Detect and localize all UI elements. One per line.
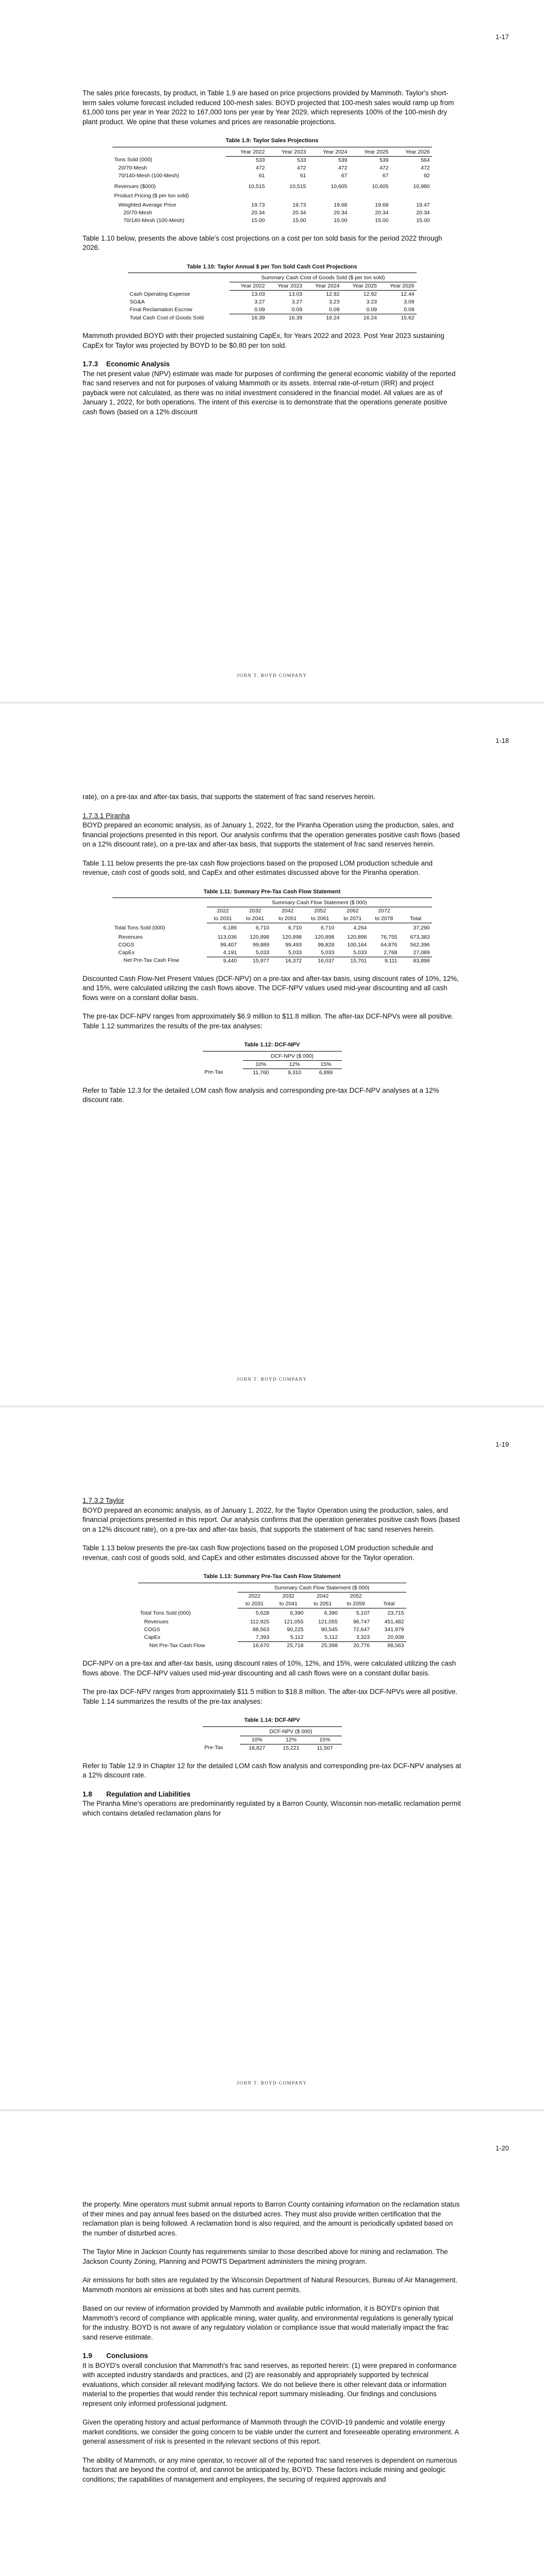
column-header: to 2031 xyxy=(238,1600,271,1608)
paragraph: The pre-tax DCF-NPV ranges from approximately $6.9 million to $11.8 million. The after-tax DCF-NPVs were all positive. Table 1.12 summarizes the results of the pre-tax analyses: xyxy=(83,1012,454,1030)
table-row xyxy=(128,314,417,323)
table-cell: 20.34 xyxy=(375,209,389,216)
table-row xyxy=(112,923,432,934)
table-cell: 7,393 xyxy=(238,1634,271,1642)
rate-header: 15% xyxy=(308,1736,342,1744)
table-cell: 67 xyxy=(382,172,389,179)
table-cell: 3.27 xyxy=(291,299,303,305)
table-cell xyxy=(350,191,391,201)
table-group-header: DCF-NPV ($ 000) xyxy=(243,1053,342,1061)
table-cell: 20.34 xyxy=(334,209,348,216)
table-row xyxy=(128,306,417,314)
cash-cost-table xyxy=(128,274,417,322)
table-cell: 5,033 xyxy=(304,949,336,957)
page-footer: JOHN T. BOYD COMPANY xyxy=(237,673,307,678)
table-1-10 xyxy=(128,262,417,323)
table-cell: 120,898 xyxy=(315,934,335,940)
row-label: Product Pricing ($ per ton sold) xyxy=(114,193,189,199)
column-header: 2062 xyxy=(347,908,359,914)
dcf-npv-table xyxy=(203,1053,342,1077)
row-label: Pre-Tax xyxy=(204,1744,223,1751)
table-row xyxy=(112,217,432,225)
table-cell: 6,710 xyxy=(288,925,302,931)
column-header xyxy=(372,1592,406,1600)
table-cell: 20.34 xyxy=(416,209,430,216)
table-cell: 83,898 xyxy=(413,957,430,964)
column-header: to 2071 xyxy=(336,915,369,923)
section-heading-1-9: 1.9 Conclusions xyxy=(83,2352,149,2360)
table-row xyxy=(138,1634,406,1642)
table-cell: 16.39 xyxy=(288,315,303,321)
table-row xyxy=(138,1618,406,1626)
table-cell: 6,899 xyxy=(319,1069,333,1076)
table-cell: 0.09 xyxy=(342,306,379,314)
row-label: COGS xyxy=(144,1626,160,1633)
paragraph: The Taylor Mine in Jackson County has requirements similar to those described above for mining and reclamation. The Jackson County Zoning, Planning and POWTS Department administers the mining program. xyxy=(83,2248,448,2265)
table-cell: 61 xyxy=(300,172,306,179)
rate-header: 10% xyxy=(243,1060,279,1069)
table-row xyxy=(112,949,432,957)
paragraph: BOYD prepared an economic analysis, as of January 1, 2022, for the Piranha Operation using the production, sales, and financial projections presented in this report. Our analysis confirms that the operation generates positive cash flows (based on a 12% discount rate), on a pre-tax and after-tax basis, that supports the statement of frac sand reserves herein. xyxy=(83,821,460,848)
table-cell: 3.23 xyxy=(329,299,340,305)
table-row xyxy=(138,1608,406,1618)
table-cell: 451,482 xyxy=(384,1619,404,1625)
table-cell: 90,545 xyxy=(321,1626,338,1633)
row-label: Revenues ($000) xyxy=(114,183,156,190)
paragraph: BOYD prepared an economic analysis, as of January 1, 2022, for the Taylor Operation using the production, sales, and financial projections presented in this report. Our analysis confirms that the operation generates positive cash flows (based on a 12% discount rate), on a pre-tax and after-tax basis, that supports the statement of frac sand reserves herein. xyxy=(83,1506,460,1533)
page-body xyxy=(83,2200,461,2494)
paragraph: Air emissions for both sites are regulated by the Wisconsin Department of Natural Resources, Bureau of Air Management. Mammoth monitors air emissions at both sites and has current permits. xyxy=(83,2276,458,2294)
column-header xyxy=(399,907,432,916)
paragraph: The ability of Mammoth, or any mine operator, to recover all of the reported frac sand reserves is dependent on numerous factors that are beyond the control of, and cannot be anticipated by, BOYD. These factors include mining and geologic conditions; the capabilities of management and employees, the securing of required approvals and xyxy=(83,2456,457,2483)
table-title: Table 1.10: Taylor Annual $ per Ton Sold Cash Cost Projections xyxy=(128,262,417,274)
section-heading-1-7-3: 1.7.3 Economic Analysis xyxy=(83,360,170,368)
row-label: Revenues xyxy=(144,1619,169,1625)
paragraph: Based on our review of information provided by Mammoth and available public information, it is BOYD's opinion that Mammoth's record of compliance with applicable mining, water quality, and environmental regulations is generally typical for the industry. BOYD is not aware of any regulatory violation or compliance issue that would materially impact the frac sand reserve estimate. xyxy=(83,2304,453,2341)
table-cell: 564 xyxy=(420,157,430,163)
table-cell: 121,055 xyxy=(284,1619,304,1625)
table-row xyxy=(138,1642,406,1650)
table-cell: 5,112 xyxy=(271,1634,305,1642)
table-group-header: Summary Cash Flow Statement ($ 000) xyxy=(238,1584,406,1592)
row-label: COGS xyxy=(118,941,135,948)
table-cell: 562,396 xyxy=(410,941,430,948)
year-header: Year 2025 xyxy=(350,148,391,157)
paragraph: Given the operating history and actual performance of Mammoth through the COVID-19 pandemic and volatile energy market conditions, we consider the going concern to be viable under the current and foreseeable operating environment. A general assessment of risk is presented in the relevant sections of this report. xyxy=(83,2418,459,2445)
row-label: Net Pre-Tax Cash Flow xyxy=(149,1642,205,1649)
year-header: Year 2026 xyxy=(379,282,416,291)
row-label: 70/140-Mesh (100-Mesh) xyxy=(123,217,185,224)
table-cell: 10,515 xyxy=(289,183,306,190)
table-cell: 120,898 xyxy=(347,934,367,940)
paragraph: It is BOYD's overall conclusion that Mammoth's frac sand reserves, as reported herein: (1) were prepared in conformance with accepted industry standards and practices, and (2) are reasonably and appropriately supported by technical evaluations, which consider all relevant modifying factors. We do not believe there is other relevant data or information material to the properties that would render this technical report summary misleading. Our findings and conclusions represent only informed professional judgment. xyxy=(83,2361,457,2408)
section-heading-1-7-3-2: 1.7.3.2 Taylor xyxy=(83,1497,124,1504)
column-header: 2032 xyxy=(282,1592,295,1599)
table-cell: 100,164 xyxy=(347,941,367,948)
paragraph: the property. Mine operators must submit annual reports to Barron County containing information on the reclamation status of their mines and pay annual fees based on the disturbed acres. They must also provide written certification that the reclamation plan is being followed. A reclamation bond is also required, and the amount is periodically updated based on the number of disturbed acres. xyxy=(83,2200,460,2237)
empty-cell xyxy=(369,923,399,934)
table-group-header: DCF-NPV ($ 000) xyxy=(240,1728,341,1736)
row-label: Revenues xyxy=(118,934,143,940)
table-cell: 20.34 xyxy=(292,209,306,216)
piranha-cashflow-table xyxy=(112,899,432,965)
table-cell: 2,768 xyxy=(369,949,399,957)
table-cell: 120,898 xyxy=(282,934,302,940)
row-label: Net Pre-Tax Cash Flow xyxy=(123,957,179,964)
table-cell: 673,383 xyxy=(410,934,430,940)
table-row xyxy=(112,191,432,201)
table-cell: 67 xyxy=(341,172,348,179)
table-cell: 11,760 xyxy=(253,1069,269,1076)
table-cell xyxy=(267,191,308,201)
table-cell: 13.03 xyxy=(251,291,265,297)
table-row xyxy=(112,164,432,172)
table-group-header: Summary Cash Cost of Goods Sold ($ per ton sold) xyxy=(229,274,416,282)
table-cell: 5,112 xyxy=(306,1634,340,1642)
table-cell: 16,037 xyxy=(318,957,335,964)
page-number: 1-19 xyxy=(495,1440,509,1448)
table-cell: 25,398 xyxy=(321,1642,338,1649)
table-title: Table 1.12: DCF-NPV xyxy=(203,1040,342,1052)
column-header: 2042 xyxy=(317,1592,329,1599)
taylor-cashflow-table xyxy=(138,1584,406,1650)
table-cell: 61 xyxy=(258,172,265,179)
table-cell: 6,186 xyxy=(223,925,237,931)
table-cell: 20,939 xyxy=(372,1634,406,1642)
page-body xyxy=(83,89,461,426)
paragraph: The net present value (NPV) estimate was made for purposes of confirming the general economic viability of the reported frac sand reserves and not for purposes of valuing Mammoth or its assets. Internal rate-of-return (IRR) and project payback were not calculated, as there was no initial investment considered in the financial model. All values are as of January 1, 2022, for both operations. The intent of this exercise is to demonstrate that the operations generate positive cash flows (based on a 12% discount xyxy=(83,369,456,416)
table-cell: 5,628 xyxy=(255,1609,270,1616)
table-cell: 16.24 xyxy=(363,315,377,321)
column-header: to 2041 xyxy=(239,915,271,923)
table-cell: 19.68 xyxy=(375,201,389,208)
column-header: 2042 xyxy=(282,908,294,914)
paragraph: Discounted Cash Flow-Net Present Values (DCF-NPV) on a pre-tax and after-tax basis, using discount rates of 10%, 12%, and 15%, were calculated utilizing the cash flows above. The DCF-NPV values used mid-year discounting and all cash flows were on a constant dollar basis. xyxy=(83,974,459,1002)
row-label: Pre-Tax xyxy=(204,1069,223,1076)
table-cell: 12.44 xyxy=(401,291,415,297)
table-cell: 19.73 xyxy=(251,201,265,208)
table-cell: 10,515 xyxy=(248,183,265,190)
table-cell: 4,191 xyxy=(207,949,239,957)
table-cell: 113,036 xyxy=(218,934,237,940)
page-number: 1-18 xyxy=(495,737,509,744)
table-cell: 4,264 xyxy=(353,925,367,931)
table-cell: 6,390 xyxy=(290,1609,304,1616)
table-cell: 9,440 xyxy=(223,957,237,964)
page-number: 1-20 xyxy=(495,2144,509,2152)
table-cell: 16,372 xyxy=(285,957,302,964)
table-cell: 25,718 xyxy=(287,1642,304,1649)
table-cell: 96,747 xyxy=(353,1619,370,1625)
year-header: Year 2024 xyxy=(308,148,350,157)
row-label: Final Reclamation Escrow xyxy=(129,307,192,313)
table-cell: 15.62 xyxy=(401,315,415,321)
rate-header: 12% xyxy=(279,1060,310,1069)
column-header: 2022 xyxy=(248,1592,261,1599)
column-header: to 2051 xyxy=(306,1600,340,1608)
table-cell: 0.09 xyxy=(229,306,267,314)
row-label: CapEx xyxy=(118,949,135,956)
table-cell xyxy=(390,191,432,201)
table-cell: 19.47 xyxy=(416,201,430,208)
page-1-17 xyxy=(0,0,544,702)
column-header: 2032 xyxy=(249,908,261,914)
table-cell: 99,828 xyxy=(318,941,335,948)
page-1-20 xyxy=(0,2111,544,2576)
table-1-11 xyxy=(112,887,432,965)
table-cell: 76,755 xyxy=(381,934,398,940)
table-cell: 12.92 xyxy=(363,291,377,297)
table-group-header: Summary Cash Flow Statement ($ 000) xyxy=(207,899,432,907)
table-title: Table 1.13: Summary Pre-Tax Cash Flow Statement xyxy=(138,1572,406,1583)
table-cell: 99,889 xyxy=(253,941,270,948)
table-cell: 0.09 xyxy=(379,306,416,314)
column-header: to 2059 xyxy=(340,1600,372,1608)
table-cell: 19.68 xyxy=(334,201,348,208)
table-cell: 539 xyxy=(338,157,348,163)
table-cell: 5,107 xyxy=(356,1609,370,1616)
table-cell xyxy=(226,191,267,201)
table-cell: 12.92 xyxy=(326,291,340,297)
table-cell: 3,323 xyxy=(340,1634,372,1642)
table-cell: 15,701 xyxy=(350,957,367,964)
row-label: 70/140-Mesh (100-Mesh) xyxy=(118,172,179,179)
paragraph: The pre-tax DCF-NPV ranges from approximately $11.5 million to $18.8 million. The after-tax DCF-NPVs were all positive. Table 1.14 summarizes the results of the pre-tax analyses: xyxy=(83,1688,458,1705)
table-row xyxy=(128,298,417,306)
table-cell: 15.00 xyxy=(251,217,265,224)
table-1-12 xyxy=(203,1040,342,1077)
row-label: 20/70-Mesh xyxy=(123,209,152,216)
section-heading-1-7-3-1: 1.7.3.1 Piranha xyxy=(83,811,130,820)
row-label: Total Tons Sold (000) xyxy=(114,925,165,931)
table-cell: 5,033 xyxy=(239,949,271,957)
table-cell: 472 xyxy=(297,164,306,171)
table-cell: 15.00 xyxy=(375,217,389,224)
table-cell: 15.00 xyxy=(416,217,430,224)
table-cell: 539 xyxy=(379,157,389,163)
year-header: Year 2025 xyxy=(342,282,379,291)
year-header: Year 2024 xyxy=(304,282,341,291)
column-header: Total xyxy=(372,1600,406,1608)
table-1-9 xyxy=(112,136,432,225)
table-row xyxy=(112,934,432,941)
table-cell: 99,493 xyxy=(285,941,302,948)
table-cell: 0.09 xyxy=(267,306,304,314)
paragraph: DCF-NPV on a pre-tax and after-tax basis, using discount rates of 10%, 12%, and 15%, were calculated utilizing the cash flows above. The DCF-NPV values used mid-year discounting and all cash flows were on a constant dollar basis. xyxy=(83,1659,456,1677)
table-cell: 6,710 xyxy=(255,925,270,931)
table-cell: 3.23 xyxy=(366,299,377,305)
dcf-npv-table xyxy=(203,1728,342,1752)
sales-projections-table xyxy=(112,148,432,225)
paragraph: Table 1.10 below, presents the above table's cost projections on a cost per ton sold basis for the period 2022 through 2026. xyxy=(83,234,442,251)
table-cell: 0.09 xyxy=(304,306,341,314)
paragraph: Table 1.11 below presents the pre-tax cash flow projections based on the proposed LOM production schedule and revenue, cash cost of goods sold, and CapEx and other estimates discussed above for the Piranha operation. xyxy=(83,859,433,876)
table-row xyxy=(112,201,432,209)
table-cell: 72,647 xyxy=(353,1626,370,1633)
column-header: to 2078 xyxy=(369,915,399,923)
table-cell: 472 xyxy=(379,164,389,171)
row-label: CapEx xyxy=(144,1634,161,1641)
column-header: 2052 xyxy=(314,908,326,914)
rate-header: 10% xyxy=(240,1736,274,1744)
table-cell: 472 xyxy=(256,164,265,171)
table-cell: 5,033 xyxy=(271,949,304,957)
section-heading-1-8: 1.8 Regulation and Liabilities xyxy=(83,1790,191,1798)
column-header: 2022 xyxy=(217,908,229,914)
table-cell: 16,670 xyxy=(253,1642,270,1649)
table-cell: 15,221 xyxy=(283,1744,300,1751)
rate-header: 15% xyxy=(310,1060,342,1069)
page-footer: JOHN T. BOYD COMPANY xyxy=(237,2080,307,2086)
table-cell: 341,979 xyxy=(384,1626,404,1633)
paragraph: The sales price forecasts, by product, in Table 1.9 are based on price projections provided by Mammoth. Taylor's short-term sales volume forecast included reduced 100-mesh sales. BOYD projected that 100-mesh sales would ramp up from 61,000 tons per year in Year 2022 to 167,000 tons per year by Year 2029, which represents 100% of the 100-mesh dry plant product. We opine that these volumes and prices are reasonable projections. xyxy=(83,89,454,126)
year-header: Year 2022 xyxy=(226,148,267,157)
page-1-19 xyxy=(0,1408,544,2109)
table-cell: 92 xyxy=(423,172,430,179)
table-cell: 23,715 xyxy=(387,1609,404,1616)
page-footer: JOHN T. BOYD COMPANY xyxy=(237,1377,307,1382)
paragraph: Refer to Table 12.3 for the detailed LOM cash flow analysis and corresponding pre-tax DCF-NPV analyses at a 12% discount rate. xyxy=(83,1086,439,1104)
table-cell: 20.34 xyxy=(251,209,265,216)
column-header: to 2041 xyxy=(271,1600,305,1608)
table-cell: 472 xyxy=(420,164,430,171)
table-1-14 xyxy=(203,1716,342,1752)
table-row xyxy=(112,209,432,217)
table-cell: 112,925 xyxy=(250,1619,270,1625)
table-cell: 90,225 xyxy=(287,1626,304,1633)
paragraph: rate), on a pre-tax and after-tax basis, that supports the statement of frac sand reserves herein. xyxy=(83,793,376,801)
table-cell: 5,033 xyxy=(336,949,369,957)
table-cell: 10,980 xyxy=(413,183,430,190)
table-cell: 3.09 xyxy=(404,299,415,305)
table-cell: 15.00 xyxy=(334,217,348,224)
table-cell: 3.27 xyxy=(254,299,265,305)
table-cell: 15.00 xyxy=(292,217,306,224)
paragraph: The Piranha Mine's operations are predominantly regulated by a Barron County, Wisconsin non-metallic reclamation permit which contains detailed reclamation plans for xyxy=(83,1800,461,1817)
paragraph: Refer to Table 12.9 in Chapter 12 for the detailed LOM cash flow analysis and corresponding pre-tax DCF-NPV analyses at a 12% discount rate. xyxy=(83,1761,461,1779)
table-cell: 15,977 xyxy=(253,957,270,964)
table-cell: 37,290 xyxy=(413,925,430,931)
table-row xyxy=(128,291,417,299)
paragraph: Mammoth provided BOYD with their projected sustaining CapEx, for Years 2022 and 2023. Post Year 2023 sustaining CapEx for Taylor was projected by BOYD to be $0.80 per ton sold. xyxy=(83,332,444,349)
table-title: Table 1.11: Summary Pre-Tax Cash Flow Statement xyxy=(112,887,432,899)
table-cell: 9,310 xyxy=(288,1069,302,1076)
table-row xyxy=(112,156,432,164)
table-cell: 120,898 xyxy=(250,934,270,940)
row-label: 20/70-Mesh xyxy=(118,164,147,171)
table-title: Table 1.14: DCF-NPV xyxy=(203,1716,342,1727)
table-cell: 9,111 xyxy=(384,957,398,964)
row-label: Weighted Average Price xyxy=(118,201,176,208)
year-header: Year 2026 xyxy=(390,148,432,157)
column-header: 2072 xyxy=(378,908,390,914)
table-cell: 27,089 xyxy=(399,949,432,957)
column-header: to 2051 xyxy=(271,915,304,923)
table-cell: 19.73 xyxy=(292,201,306,208)
table-cell: 88,563 xyxy=(253,1626,270,1633)
table-cell: 13.03 xyxy=(288,291,303,297)
table-row xyxy=(112,957,432,965)
table-cell: 10,605 xyxy=(372,183,389,190)
table-cell: 64,876 xyxy=(381,941,398,948)
table-cell: 6,390 xyxy=(324,1609,338,1616)
table-cell: 16.39 xyxy=(251,315,265,321)
rate-header: 12% xyxy=(274,1736,308,1744)
row-label: Total Cash Cost of Goods Sold xyxy=(129,314,204,321)
table-1-13 xyxy=(138,1572,406,1650)
row-label: SG&A xyxy=(129,299,145,305)
page-body xyxy=(83,1496,461,1827)
table-cell: 18,827 xyxy=(249,1744,266,1751)
table-cell: 6,710 xyxy=(321,925,335,931)
column-header: to 2061 xyxy=(304,915,336,923)
table-cell: 10,605 xyxy=(331,183,348,190)
table-title: Table 1.9: Taylor Sales Projections xyxy=(112,136,432,147)
paragraph: Table 1.13 below presents the pre-tax cash flow projections based on the proposed LOM production schedule and revenue, cash cost of goods sold, and CapEx and other estimates discussed above for the Taylor operation. xyxy=(83,1544,433,1562)
table-cell xyxy=(308,191,350,201)
column-header: 2052 xyxy=(350,1592,362,1599)
page-body xyxy=(83,792,461,1114)
column-header: to 2031 xyxy=(207,915,239,923)
year-header: Year 2022 xyxy=(229,282,267,291)
table-row xyxy=(112,941,432,949)
table-row xyxy=(112,180,432,191)
row-label: Total Tons Sold (000) xyxy=(140,1609,191,1616)
year-header: Year 2023 xyxy=(267,148,308,157)
table-cell: 88,563 xyxy=(387,1642,404,1649)
table-cell: 16.24 xyxy=(326,315,340,321)
row-label: Cash Operating Expense xyxy=(129,291,190,297)
table-cell: 121,055 xyxy=(318,1619,338,1625)
year-header: Year 2023 xyxy=(267,282,304,291)
table-row xyxy=(112,172,432,180)
table-cell: 20,776 xyxy=(353,1642,370,1649)
table-cell: 533 xyxy=(256,157,265,163)
row-label: Tons Sold (000) xyxy=(114,157,153,163)
table-row xyxy=(138,1626,406,1634)
table-cell: 11,507 xyxy=(317,1744,333,1751)
column-header: Total xyxy=(399,915,432,923)
page-1-18 xyxy=(0,704,544,1405)
page-number: 1-17 xyxy=(495,33,509,41)
table-cell: 472 xyxy=(338,164,348,171)
table-cell: 99,407 xyxy=(220,941,237,948)
table-cell: 533 xyxy=(297,157,306,163)
